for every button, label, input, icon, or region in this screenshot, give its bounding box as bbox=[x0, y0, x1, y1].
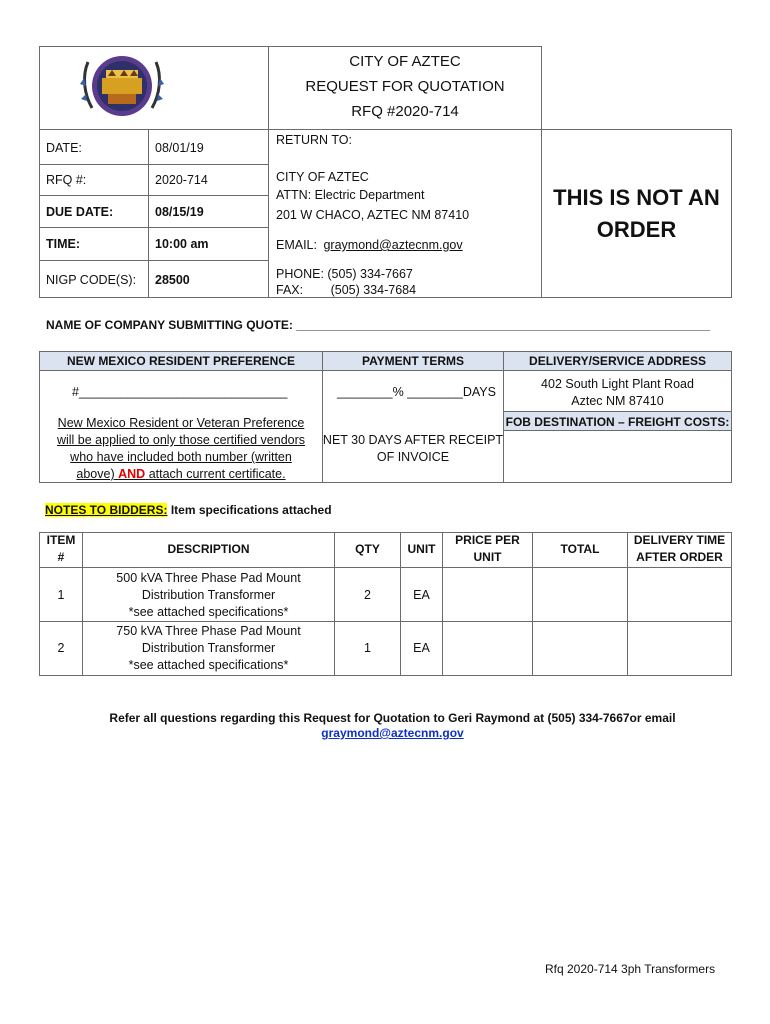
pref-header: NEW MEXICO RESIDENT PREFERENCE bbox=[66, 354, 296, 368]
row2-desc-line2: Distribution Transformer bbox=[141, 641, 276, 655]
col-delivery-header-1: DELIVERY TIME bbox=[633, 533, 726, 547]
pref-text-line2: will be applied to only those certified vendors bbox=[56, 433, 306, 447]
notes-to-bidders bbox=[45, 502, 332, 518]
col-item-header-2: # bbox=[57, 550, 65, 564]
pref-text-line1: New Mexico Resident or Veteran Preference bbox=[57, 416, 305, 430]
footer-email-link[interactable]: graymond@aztecnm.gov bbox=[321, 726, 464, 740]
row2-total-cell[interactable] bbox=[532, 621, 628, 676]
pref-text-attach: attach current certificate. bbox=[148, 467, 286, 481]
fax-line bbox=[276, 282, 416, 298]
delivery-header: DELIVERY/SERVICE ADDRESS bbox=[529, 354, 706, 368]
page-footer-note: Rfq 2020-714 3ph Transformers bbox=[545, 962, 716, 976]
return-to-line1: CITY OF AZTEC bbox=[276, 170, 369, 184]
col-total-header: TOTAL bbox=[560, 542, 600, 556]
row1-total-cell[interactable] bbox=[532, 567, 628, 622]
time-value: 10:00 am bbox=[155, 237, 209, 251]
payment-header: PAYMENT TERMS bbox=[361, 354, 464, 368]
rfq-value: 2020-714 bbox=[155, 173, 208, 187]
delivery-address-line2: Aztec NM 87410 bbox=[571, 394, 664, 408]
row1-desc-line1: 500 kVA Three Phase Pad Mount bbox=[116, 571, 301, 585]
row2-qty: 1 bbox=[364, 641, 371, 655]
rfq-label: RFQ #: bbox=[46, 173, 87, 187]
rfq-title-line1: CITY OF AZTEC bbox=[349, 53, 461, 70]
col-desc-header: DESCRIPTION bbox=[167, 542, 250, 556]
col-delivery-header-2: AFTER ORDER bbox=[636, 550, 723, 564]
fax-number: (505) 334-7684 bbox=[330, 283, 417, 297]
row2-price-cell[interactable] bbox=[442, 621, 533, 676]
pref-text-line3: who have included both number (written bbox=[70, 450, 292, 464]
delivery-address-line1: 402 South Light Plant Road bbox=[541, 377, 694, 391]
col-unit-header: UNIT bbox=[407, 542, 436, 556]
rfq-title-line2: REQUEST FOR QUOTATION bbox=[305, 78, 505, 95]
row2-desc-line3: *see attached specifications* bbox=[128, 658, 289, 672]
return-to-line3: 201 W CHACO, AZTEC NM 87410 bbox=[276, 208, 470, 222]
city-seal-logo bbox=[78, 50, 166, 120]
pref-text-line4 bbox=[39, 466, 323, 482]
due-date-label: DUE DATE: bbox=[46, 205, 114, 219]
time-label: TIME: bbox=[46, 237, 81, 251]
row1-delivery-cell[interactable] bbox=[627, 567, 732, 622]
nigp-label: NIGP CODE(S): bbox=[46, 273, 137, 287]
row1-qty: 2 bbox=[364, 588, 371, 602]
due-date-value: 08/15/19 bbox=[155, 205, 204, 219]
email-line bbox=[276, 237, 463, 253]
fob-destination-label: FOB DESTINATION – FREIGHT COSTS: bbox=[505, 415, 730, 429]
return-to-line2: ATTN: Electric Department bbox=[276, 188, 425, 202]
preference-number-blank[interactable]: #______________________________ bbox=[72, 385, 288, 399]
fob-body-cell bbox=[503, 430, 732, 483]
net-terms-line2: OF INVOICE bbox=[376, 450, 450, 464]
row1-desc-line2: Distribution Transformer bbox=[141, 588, 276, 602]
email-label: EMAIL: bbox=[276, 238, 317, 252]
col-item-header-1: ITEM bbox=[46, 533, 76, 547]
pref-text-above: above) bbox=[76, 467, 115, 481]
col-price-header-1: PRICE PER bbox=[455, 533, 520, 547]
date-label: DATE: bbox=[46, 141, 82, 155]
row1-unit: EA bbox=[413, 588, 430, 602]
row1-item: 1 bbox=[57, 588, 65, 602]
notes-label: NOTES TO BIDDERS: bbox=[45, 503, 168, 517]
payment-terms-blank[interactable]: ________% ________DAYS bbox=[337, 385, 496, 399]
row1-price-cell[interactable] bbox=[442, 567, 533, 622]
notes-text: Item specifications attached bbox=[170, 503, 332, 517]
col-qty-header: QTY bbox=[355, 542, 380, 556]
fax-label: FAX: bbox=[276, 283, 304, 297]
row2-item: 2 bbox=[57, 641, 65, 655]
row2-unit: EA bbox=[413, 641, 430, 655]
nigp-value: 28500 bbox=[155, 273, 190, 287]
not-an-order-cell bbox=[541, 129, 732, 298]
rfq-title-line3: RFQ #2020-714 bbox=[351, 103, 459, 120]
return-to-label: RETURN TO: bbox=[276, 133, 352, 147]
row2-desc-line1: 750 kVA Three Phase Pad Mount bbox=[116, 624, 301, 638]
refer-questions-text: Refer all questions regarding this Request for Quotation to Geri Raymond at (505) 334-7667or email bbox=[109, 711, 676, 725]
date-value: 08/01/19 bbox=[155, 141, 204, 155]
company-name-line: NAME OF COMPANY SUBMITTING QUOTE: ______________________________________________________________ bbox=[46, 318, 710, 332]
not-an-order-line2: ORDER bbox=[596, 217, 677, 242]
email-link[interactable]: graymond@aztecnm.gov bbox=[323, 238, 463, 252]
not-an-order-line1: THIS IS NOT AN bbox=[553, 185, 720, 210]
net-terms-line1: NET 30 DAYS AFTER RECEIPT bbox=[322, 433, 504, 447]
col-price-header-2: UNIT bbox=[473, 550, 502, 564]
pref-text-and: AND bbox=[118, 467, 146, 481]
row1-desc-line3: *see attached specifications* bbox=[128, 605, 289, 619]
phone-line: PHONE: (505) 334-7667 bbox=[276, 267, 413, 281]
row2-delivery-cell[interactable] bbox=[627, 621, 732, 676]
